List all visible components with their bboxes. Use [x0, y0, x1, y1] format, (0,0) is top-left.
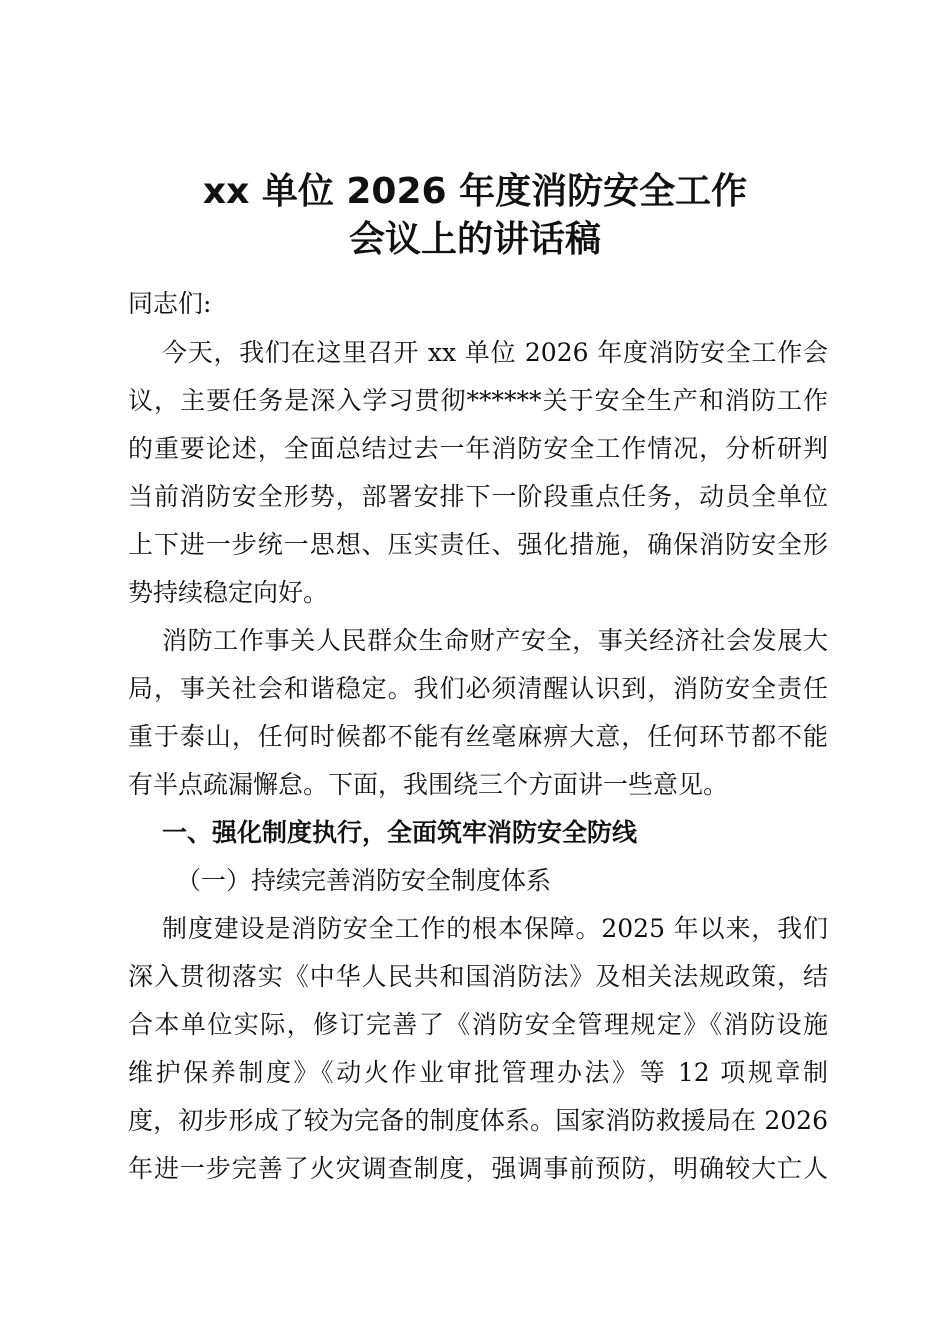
paragraph-3-line-5: 度，初步形成了较为完备的制度体系。国家消防救援局在 2026	[128, 1106, 828, 1135]
paragraph-1-line-2: 议，主要任务是深入学习贯彻******关于安全生产和消防工作	[128, 386, 828, 415]
document-title-line-1: xx 单位 2026 年度消防安全工作	[202, 171, 748, 212]
paragraph-1-line-6: 势持续稳定向好。	[128, 578, 329, 607]
paragraph-1-line-1: 今天，我们在这里召开 xx 单位 2026 年度消防安全工作会	[162, 338, 828, 367]
subsection-heading-1: （一）持续完善消防安全制度体系	[176, 866, 552, 895]
paragraph-1-line-3: 的重要论述，全面总结过去一年消防安全工作情况，分析研判	[128, 434, 828, 463]
paragraph-2-line-4: 有半点疏漏懈怠。下面，我围绕三个方面讲一些意见。	[128, 770, 729, 799]
paragraph-3-line-4: 维护保养制度》《动火作业审批管理办法》等 12 项规章制	[128, 1058, 828, 1087]
paragraph-3-line-3: 合本单位实际，修订完善了《消防安全管理规定》《消防设施	[128, 1010, 828, 1039]
paragraph-1-line-5: 上下进一步统一思想、压实责任、强化措施，确保消防安全形	[128, 530, 828, 559]
document-title-line-2: 会议上的讲话稿	[348, 219, 601, 260]
paragraph-2-line-1: 消防工作事关人民群众生命财产安全，事关经济社会发展大	[162, 626, 828, 655]
paragraph-3-line-6: 年进一步完善了火灾调查制度，强调事前预防，明确较大亡人	[128, 1154, 828, 1183]
paragraph-3-line-1: 制度建设是消防安全工作的根本保障。2025 年以来，我们	[162, 914, 828, 943]
paragraph-2-line-3: 重于泰山，任何时候都不能有丝毫麻痹大意，任何环节都不能	[128, 722, 828, 751]
paragraph-3-line-2: 深入贯彻落实《中华人民共和国消防法》及相关法规政策，结	[128, 962, 828, 991]
section-heading-1: 一、强化制度执行，全面筑牢消防安全防线	[162, 818, 638, 847]
salutation: 同志们:	[128, 289, 212, 318]
paragraph-1-line-4: 当前消防安全形势，部署安排下一阶段重点任务，动员全单位	[128, 482, 828, 511]
paragraph-2-line-2: 局，事关社会和谐稳定。我们必须清醒认识到，消防安全责任	[128, 674, 828, 703]
